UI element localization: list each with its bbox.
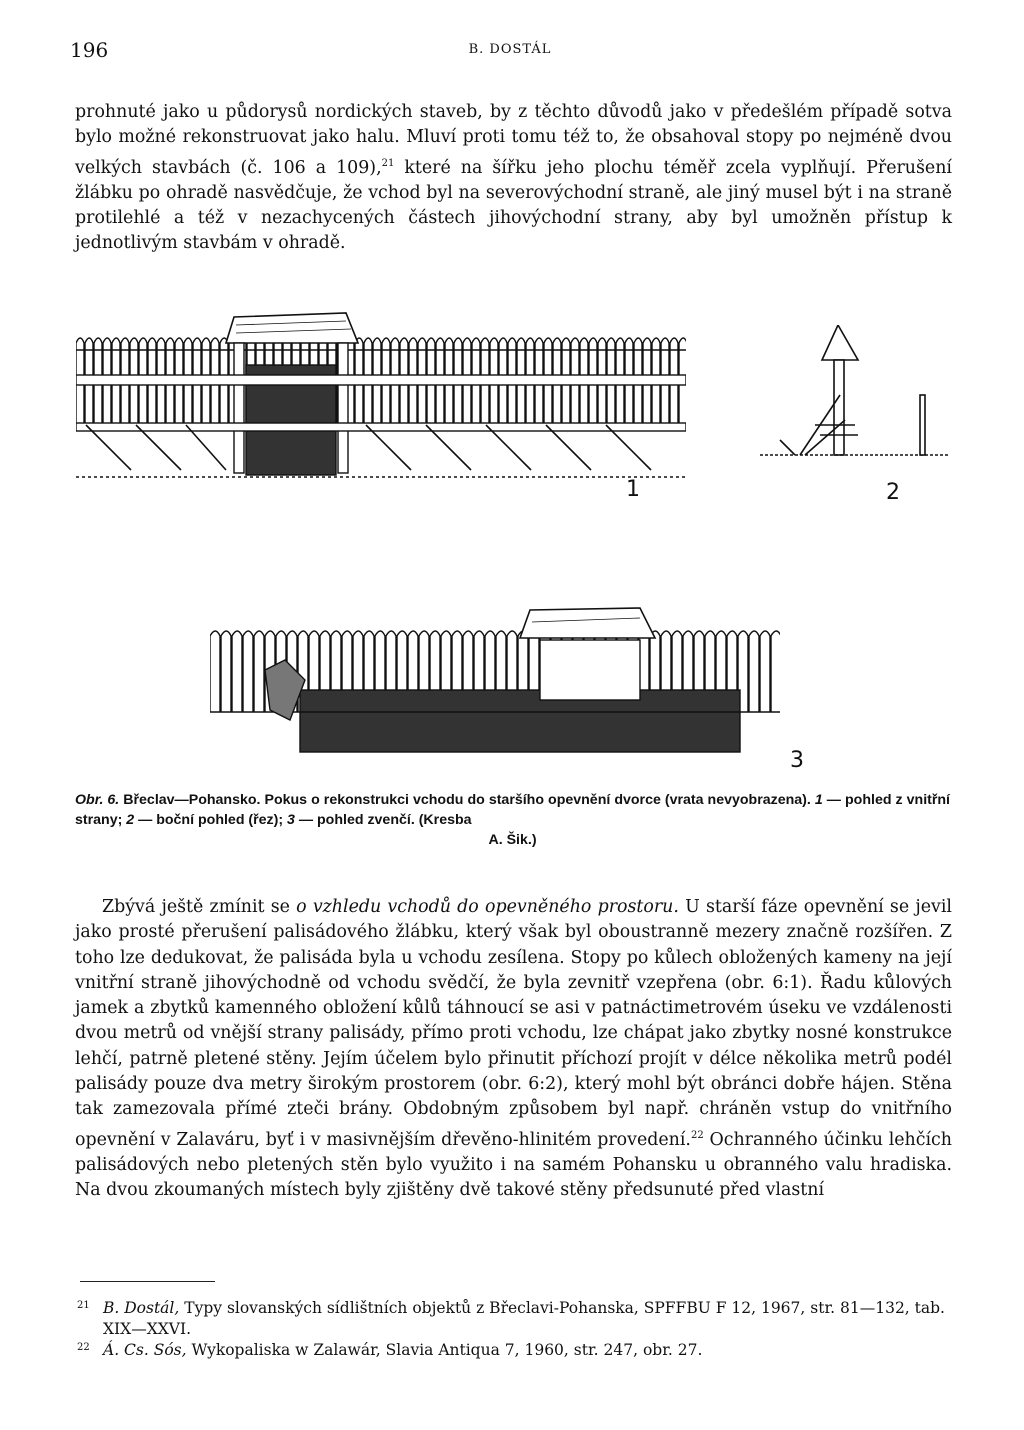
stake	[760, 631, 770, 712]
figure-caption	[75, 790, 950, 850]
running-head: B. DOSTÁL	[468, 42, 552, 57]
paragraph-2-end: Ochranného účinku lehčích palisádových nebo pletených stěn bylo využito i na samém Pohansku u obranného valu hradiska. Na dvou zkoumaných místech byly zjištěny dvě takové stěny předsunuté před vlastní	[75, 1129, 952, 1201]
stake	[749, 631, 759, 712]
figure-side-section	[760, 325, 950, 460]
footnote-ref-22: 22	[690, 1129, 704, 1141]
footnote-text: Wykopaliska w Zalawár, Slavia Antiqua 7, 1960, str. 247, obr. 27.	[186, 1341, 703, 1359]
stake	[221, 631, 231, 712]
caption-text-1: Břeclav—Pohansko. Pokus o rekonstrukci vchodu do staršího opevnění dvorce (vrata nevyobrazena).	[119, 792, 815, 808]
figure-label-2: 2	[886, 480, 900, 505]
footnotes	[75, 1298, 955, 1361]
footnote-22	[75, 1340, 955, 1361]
paragraph-1-rest: které na šířku jeho plochu téměř zcela vyplňují. Přerušení žlábku po ohradě nasvědčuje, že vchod byl na severovýchodní straně, ale jiný musel být i na straně protilehlé a též v nezachycených částech jihovýchodní strany, aby byl umožněn přístup k jednotlivým stavbám v ohradě.	[75, 157, 952, 254]
figure-exterior-view	[210, 600, 780, 760]
paragraph-2	[75, 895, 952, 1203]
caption-n2: 2	[126, 812, 135, 828]
footnote-21	[75, 1298, 955, 1340]
paragraph-1	[75, 100, 952, 257]
footnote-divider	[80, 1281, 215, 1282]
caption-text-4: — pohled zvenčí. (Kresba	[294, 812, 472, 828]
stake	[243, 631, 253, 712]
caption-credit: A. Šik.)	[488, 832, 537, 848]
stake	[771, 631, 780, 712]
paragraph-2-start: Zbývá ještě zmínit se	[102, 897, 297, 917]
caption-prefix: Obr. 6.	[75, 792, 120, 808]
caption-text-3: — boční pohled (řez);	[134, 812, 288, 828]
footnote-author: B. Dostál,	[103, 1299, 180, 1317]
stake	[210, 631, 220, 712]
page-header	[70, 38, 950, 62]
caption-n1: 1	[814, 792, 823, 808]
footnote-mark: 22	[77, 1342, 90, 1353]
footnote-ref-21: 21	[381, 157, 395, 169]
stake	[254, 631, 264, 712]
figure-label-3: 3	[790, 748, 804, 773]
footnote-mark: 21	[77, 1300, 90, 1311]
footnote-author: Á. Cs. Sós,	[103, 1341, 187, 1359]
stake	[232, 631, 242, 712]
page-number: 196	[70, 38, 109, 62]
paragraph-1-text: prohnuté jako u půdorysů nordických staveb, by z těchto důvodů jako v předešlém případě sotva bylo možné rekonstruovat jako halu. Mluví proti tomu též to, že obsahoval stopy po nejméně dvou velkých stavbách (č. 106 a 109),	[75, 102, 952, 178]
figure-label-1: 1	[626, 477, 640, 502]
paragraph-2-mid: U starší fáze opevnění se jevil jako prosté přerušení palisádového žlábku, který však byl oboustranně mezery značně rozšířen. Z toho lze dedukovat, že palisáda byla u vchodu zesílena. Stopy po kůlech obložených kameny na její vnitřní straně jihovýchodně od vchodu svědčí, že byla zevnitř vzepřena (obr. 6:1). Řadu kůlových jamek a zbytků kamenného obložení kůlů táhnoucí se asi v patnáctimetrovém úseku ve vzdálenosti dvou metrů od vnější strany palisády, přímo proti vchodu, lze chápat jako zbytky nosné konstrukce lehčí, patrně pletené stěny. Jejím účelem bylo přinutit příchozí projít v délce několika metrů podél palisády pouze dva metry širokým prostorem (obr. 6:2), který mohl být obránci dobře hájen. Stěna tak zamezovala přímé zteči brány. Obdobným způsobem byl např. chráněn vstup do vnitřního opevnění v Zalaváru, byť i v masivnějším dřevěno-hlinitém provedení.	[75, 897, 952, 1150]
caption-text-2: — pohled z vnitřní strany;	[75, 792, 951, 828]
figure-interior-view	[76, 305, 686, 485]
caption-n3: 3	[287, 812, 295, 828]
paragraph-2-italic: o vzhledu vchodů do opevněného prostoru.	[296, 897, 679, 917]
footnote-text: Typy slovanských sídlištních objektů z Břeclavi-Pohanska, SPFFBU F 12, 1967, str. 81—132, tab. XIX—XXVI.	[103, 1299, 945, 1338]
